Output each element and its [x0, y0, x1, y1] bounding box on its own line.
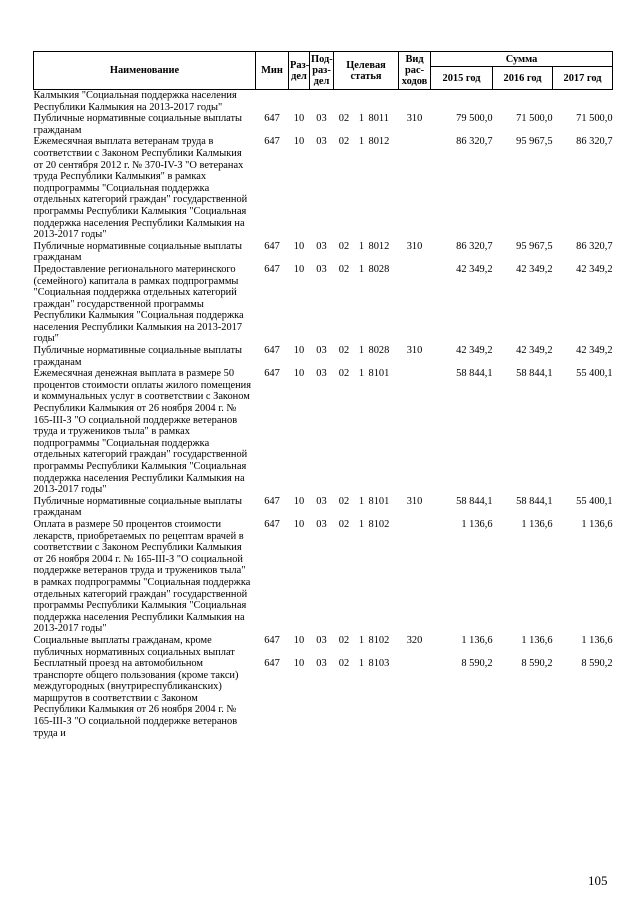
row-value-2016: 1 136,6: [521, 518, 553, 530]
row-podrazdel: 03: [316, 113, 327, 125]
row-target-code: 8028: [368, 345, 390, 357]
row-razdel: 10: [293, 345, 305, 357]
row-name: Ежемесячная денежная выплата в размере 50 процентов стоимости оплаты жилого помещения и коммунальных услуг в соответствии с Законом Республики Калмыкия от 26 ноября 2004 г. № 165-III-З "О социальной поддержке ветеранов труда и тружеников тыла" в рамках подпрограммы "Социальная поддержка отдельных категорий граждан" государственной программы Республики Калмыкия "Социальная поддержка населения Республики Калмыкия на 2013-2017 годы": [33, 368, 251, 496]
row-razdel: 10: [293, 136, 305, 148]
row-razdel: 10: [293, 495, 305, 507]
row-vid: [399, 136, 431, 240]
row-value-2016: 42 349,2: [516, 263, 553, 275]
table-row: [34, 113, 613, 136]
row-value-2015: 1 136,6: [461, 634, 493, 646]
row-podrazdel: 03: [316, 345, 327, 357]
row-target-program: 02: [338, 658, 350, 670]
row-value-2016: 71 500,0: [516, 113, 553, 125]
row-razdel: 10: [293, 658, 305, 670]
row-min: 647: [264, 113, 280, 125]
row-target-code: 8012: [368, 240, 390, 252]
row-vid: 310: [406, 240, 423, 252]
row-value-2015: 42 349,2: [456, 263, 493, 275]
row-name: Публичные нормативные социальные выплаты гражданам: [33, 113, 243, 136]
table-row: [34, 368, 613, 496]
row-value-2015: 58 844,1: [456, 368, 493, 380]
row-name: Предоставление регионального материнского (семейного) капитала в рамках подпрограммы "Социальная поддержка отдельных категорий граждан" государственной программы Республики Калмыкия "Социальная поддержка населения Республики Калмыкия на 2013-2017 годы": [33, 263, 244, 345]
row-value-2016: 95 967,5: [516, 136, 553, 148]
row-value-2016: [493, 90, 553, 114]
row-podrazdel: 03: [316, 495, 327, 507]
row-podrazdel: 03: [316, 263, 327, 275]
header-sum: Сумма: [431, 52, 613, 67]
row-target-program: [334, 90, 355, 114]
row-target-program: 02: [338, 368, 350, 380]
row-value-2017: 55 400,1: [576, 368, 613, 380]
header-target: Целевая статья: [334, 52, 399, 90]
row-podrazdel: 03: [316, 136, 327, 148]
row-razdel: 10: [293, 113, 305, 125]
row-vid: [399, 90, 431, 114]
row-vid: [399, 658, 431, 739]
row-vid: [399, 519, 431, 635]
row-value-2016: 1 136,6: [521, 634, 553, 646]
row-target-code: 8012: [368, 136, 390, 148]
row-vid: 310: [406, 495, 423, 507]
row-target-program: 02: [338, 634, 350, 646]
row-value-2016: 58 844,1: [516, 495, 553, 507]
table-row: [34, 496, 613, 519]
budget-table: [33, 51, 613, 739]
row-target-code: 8102: [368, 518, 390, 530]
table-row: [34, 658, 613, 739]
row-razdel: 10: [293, 518, 305, 530]
row-target-code: 8028: [368, 263, 390, 275]
row-min: 647: [264, 345, 280, 357]
row-vid: [399, 368, 431, 496]
row-value-2017: 42 349,2: [576, 345, 613, 357]
table-row: [34, 635, 613, 658]
row-target-subprogram: 1: [358, 113, 365, 125]
row-razdel: [289, 90, 310, 114]
row-vid: 310: [406, 113, 423, 125]
row-value-2015: 86 320,7: [456, 136, 493, 148]
row-min: 647: [264, 240, 280, 252]
table-body: [34, 90, 613, 740]
row-value-2015: 1 136,6: [461, 518, 493, 530]
row-target-program: 02: [338, 518, 350, 530]
row-podrazdel: 03: [316, 634, 327, 646]
table-row: [34, 345, 613, 368]
row-target-subprogram: 1: [358, 368, 365, 380]
row-value-2015: [431, 90, 493, 114]
row-min: 647: [264, 634, 280, 646]
row-target-subprogram: 1: [358, 634, 365, 646]
row-target-subprogram: [355, 90, 369, 114]
row-target-code: 8101: [368, 495, 390, 507]
row-target-subprogram: 1: [358, 518, 365, 530]
row-value-2017: 71 500,0: [576, 113, 613, 125]
header-2016: 2016 год: [493, 67, 553, 90]
row-min: 647: [264, 518, 280, 530]
row-target-code: 8103: [368, 658, 390, 670]
row-min: 647: [264, 658, 280, 670]
row-name: Публичные нормативные социальные выплаты гражданам: [33, 240, 243, 264]
row-target-subprogram: 1: [358, 263, 365, 275]
row-min: 647: [264, 368, 280, 380]
row-value-2017: 86 320,7: [576, 136, 613, 148]
header-2015: 2015 год: [431, 67, 493, 90]
row-target-code: [369, 90, 399, 114]
row-min: 647: [264, 495, 280, 507]
row-value-2016: 42 349,2: [516, 345, 553, 357]
row-value-2017: 42 349,2: [576, 263, 613, 275]
row-target-program: 02: [338, 263, 350, 275]
row-min: 647: [264, 136, 280, 148]
table-row: [34, 90, 613, 114]
row-target-code: 8102: [368, 634, 390, 646]
row-razdel: 10: [293, 240, 305, 252]
row-value-2016: 95 967,5: [516, 240, 553, 252]
row-target-subprogram: 1: [358, 345, 365, 357]
row-target-program: 02: [338, 113, 350, 125]
row-vid: 320: [406, 634, 423, 646]
row-value-2017: 1 136,6: [581, 634, 613, 646]
table-header: [34, 52, 613, 90]
row-value-2015: 42 349,2: [456, 345, 493, 357]
row-name: Публичные нормативные социальные выплаты гражданам: [33, 495, 243, 519]
row-value-2015: 86 320,7: [456, 240, 493, 252]
row-value-2017: [553, 90, 613, 114]
row-razdel: 10: [293, 634, 305, 646]
row-podrazdel: 03: [316, 240, 327, 252]
row-value-2017: 55 400,1: [576, 495, 613, 507]
row-name: Оплата в размере 50 процентов стоимости лекарств, приобретаемых по рецептам врачей в соответствии с Законом Республики Калмыкия от 26 ноября 2004 г. № 165-III-З "О социальной поддержке ветеранов труда и тружеников тыла" в рамках подпрограммы "Социальная поддержка отдельных категорий граждан" государственной программы Республики Калмыкия "Социальная поддержка населения Республики Калмыкия на 2013-2017 годы": [33, 518, 251, 635]
row-value-2015: 58 844,1: [456, 495, 493, 507]
row-podrazdel: 03: [316, 518, 327, 530]
header-name: Наименование: [34, 52, 256, 90]
row-min: 647: [264, 263, 280, 275]
header-podrazdel: Под-раз-дел: [310, 52, 334, 90]
table-row: [34, 519, 613, 635]
row-value-2017: 86 320,7: [576, 240, 613, 252]
row-podrazdel: 03: [316, 658, 327, 670]
row-target-subprogram: 1: [358, 136, 365, 148]
row-target-subprogram: 1: [358, 495, 365, 507]
row-value-2017: 8 590,2: [581, 658, 613, 670]
row-name: Публичные нормативные социальные выплаты гражданам: [33, 345, 243, 368]
header-2017: 2017 год: [553, 67, 613, 90]
table-row: [34, 241, 613, 264]
table-row: [34, 264, 613, 345]
page-number: 105: [588, 873, 608, 888]
row-target-program: 02: [338, 136, 350, 148]
header-vid: Вид рас-ходов: [399, 52, 431, 90]
row-value-2016: 8 590,2: [521, 658, 553, 670]
row-value-2015: 79 500,0: [456, 113, 493, 125]
row-value-2017: 1 136,6: [581, 518, 613, 530]
row-value-2016: 58 844,1: [516, 368, 553, 380]
row-value-2015: 8 590,2: [461, 658, 493, 670]
header-min: Мин: [256, 52, 289, 90]
row-podrazdel: [310, 90, 334, 114]
header-razdel: Раз-дел: [289, 52, 310, 90]
row-target-code: 8101: [368, 368, 390, 380]
row-name: Калмыкия "Социальная поддержка населения Республики Калмыкия на 2013-2017 годы": [33, 90, 237, 113]
row-name: Бесплатный проезд на автомобильном транспорте общего пользования (кроме такси) междугородных (внутриреспубликанских) маршрутов в соответствии с Законом Республики Калмыкия от 26 ноября 2004 г. № 165-III-З "О социальной поддержке ветеранов труда и: [33, 658, 239, 739]
row-razdel: 10: [293, 263, 305, 275]
row-target-code: 8011: [368, 113, 389, 125]
row-vid: 310: [406, 345, 423, 357]
row-target-program: 02: [338, 495, 350, 507]
row-name: Социальные выплаты гражданам, кроме публичных нормативных социальных выплат: [33, 634, 235, 658]
row-target-program: 02: [338, 345, 350, 357]
row-target-subprogram: 1: [358, 658, 365, 670]
row-name: Ежемесячная выплата ветеранам труда в соответствии с Законом Республики Калмыкия от 20 сентября 2012 г. № 370-IV-З "О ветеранах труда Республики Калмыкия" в рамках подпрограммы "Социальная поддержка отдельных категорий граждан" государственной программы Республики Калмыкия "Социальная поддержка населения Республики Калмыкия на 2013-2017 годы": [33, 136, 248, 241]
table-row: [34, 136, 613, 240]
row-vid: [399, 264, 431, 345]
row-razdel: 10: [293, 368, 305, 380]
row-min: [256, 90, 289, 114]
row-target-subprogram: 1: [358, 240, 365, 252]
row-target-program: 02: [338, 240, 350, 252]
row-podrazdel: 03: [316, 368, 327, 380]
